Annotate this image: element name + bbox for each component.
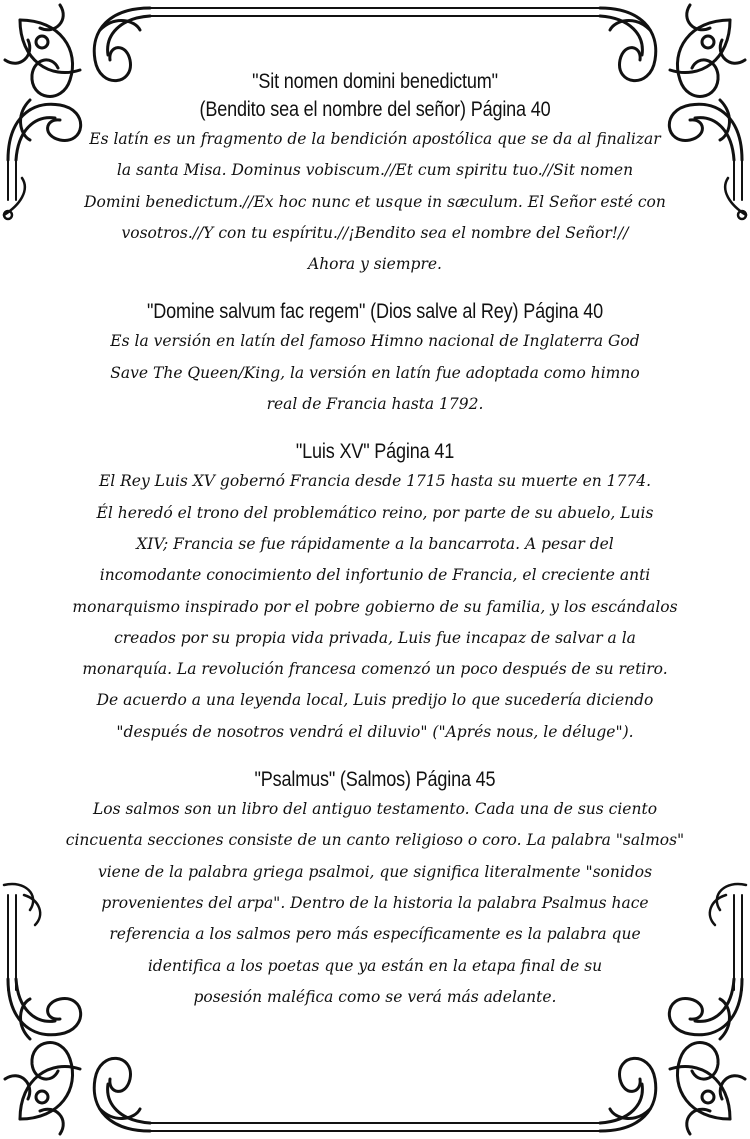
entry-heading-line: (Bendito sea el nombre del señor) Página 40: [199, 98, 551, 121]
side-ornament-left-lower: [4, 884, 40, 925]
entry-heading-line: "Domine salvum fac regem" (Dios salve al Rey) Página 40: [146, 300, 604, 324]
glossary-entry-psalmus: [60, 766, 690, 1013]
glossary-entry-sit-nomen: [60, 68, 690, 280]
side-ornament-right-upper: [725, 178, 746, 219]
entry-body: El Rey Luis XV gobernó Francia desde 1715 hasta su muerte en 1774. Él heredó el trono del problemático reino, por parte de su abuelo, Luis XIV; Francia se fue rápidamente a la bancarrota. A pesar del incomodante conocimiento del infortunio de Francia, el creciente anti monarquismo inspirado por el pobre gobierno de su familia, y los escándalos creados por su propia vida privada, Luis fue incapaz de salvar a la monarquía. La revolución francesa comenzó un poco después de su retiro. De acuerdo a una leyenda local, Luis predijo lo que sucedería diciendo "después de nosotros vendrá el diluvio" ("Aprés nous, le déluge").: [72, 472, 678, 741]
entry-body: Es latín es un fragmento de la bendición apostólica que se da al finalizar la santa Misa. Dominus vobiscum.//Et cum spiritu tuo.//Sit nomen Domini benedictum.//Ex hoc nunc et usque in sæculum. El Señor esté con vosotros.//Y con tu espíritu.//¡Bendito sea el nombre del Señor!// Ahora y siempre.: [84, 130, 666, 274]
glossary-content: [60, 68, 690, 1031]
side-ornament-right-lower: [710, 884, 746, 925]
entry-heading: [104, 68, 646, 124]
entry-heading: [104, 298, 646, 326]
entry-heading: [104, 766, 646, 794]
side-ornament-left-upper: [4, 178, 25, 219]
entry-heading-line: "Sit nomen domini benedictum": [252, 70, 498, 93]
entry-heading-line: "Luis XV" Página 41: [295, 440, 455, 464]
entry-body: Es la versión en latín del famoso Himno nacional de Inglaterra God Save The Queen/King, la versión en latín fue adoptada como himno real de Francia hasta 1792.: [110, 332, 640, 414]
glossary-entry-luis-xv: [60, 438, 690, 748]
glossary-entry-domine-salvum: [60, 298, 690, 420]
entry-heading-line: "Psalmus" (Salmos) Página 45: [254, 768, 496, 792]
entry-body: Los salmos son un libro del antiguo testamento. Cada una de sus ciento cincuenta secciones consiste de un canto religioso o coro. La palabra "salmos" viene de la palabra griega psalmoi, que significa literalmente "sonidos provenientes del arpa". Dentro de la historia la palabra Psalmus hace referencia a los salmos pero más específicamente es la palabra que identifica a los poetas que ya están en la etapa final de su posesión maléfica como se verá más adelante.: [65, 800, 685, 1006]
entry-heading: [104, 438, 646, 466]
